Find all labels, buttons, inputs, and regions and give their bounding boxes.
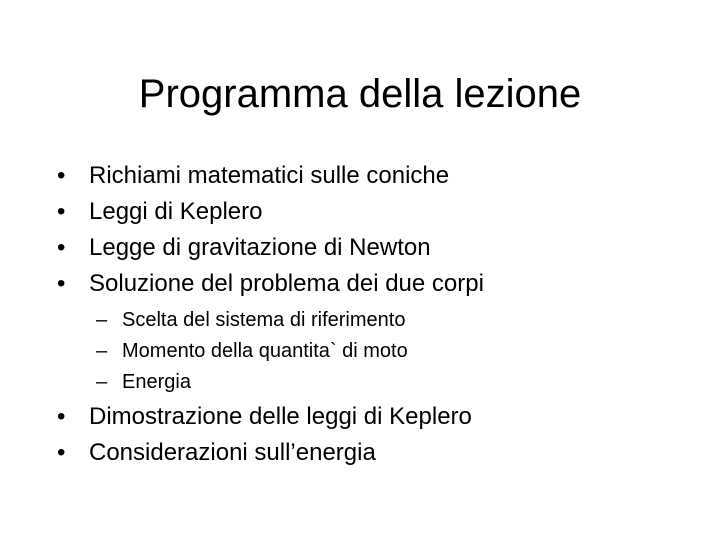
list-item-text: Legge di gravitazione di Newton [89,234,431,261]
sub-list-item-text: Scelta del sistema di riferimento [122,309,406,331]
bullet-icon: • [57,439,66,466]
bullet-icon: • [57,198,66,225]
bullet-icon: • [57,162,66,189]
list-item-text: Considerazioni sull’energia [89,439,376,466]
list-item-text: Leggi di Keplero [89,198,263,225]
dash-icon: – [96,309,108,331]
sub-list-item-text: Momento della quantita` di moto [122,340,408,362]
list-item-text: Richiami matematici sulle coniche [89,162,450,189]
slide-title: Programma della lezione [138,72,582,116]
bullet-icon: • [57,270,66,297]
list-item-text: Dimostrazione delle leggi di Keplero [89,403,472,430]
dash-icon: – [96,340,108,362]
dash-icon: – [96,371,108,393]
bullet-icon: • [57,234,66,261]
sub-list-item-text: Energia [122,371,191,393]
list-item-text: Soluzione del problema dei due corpi [89,270,484,297]
bullet-icon: • [57,403,66,430]
